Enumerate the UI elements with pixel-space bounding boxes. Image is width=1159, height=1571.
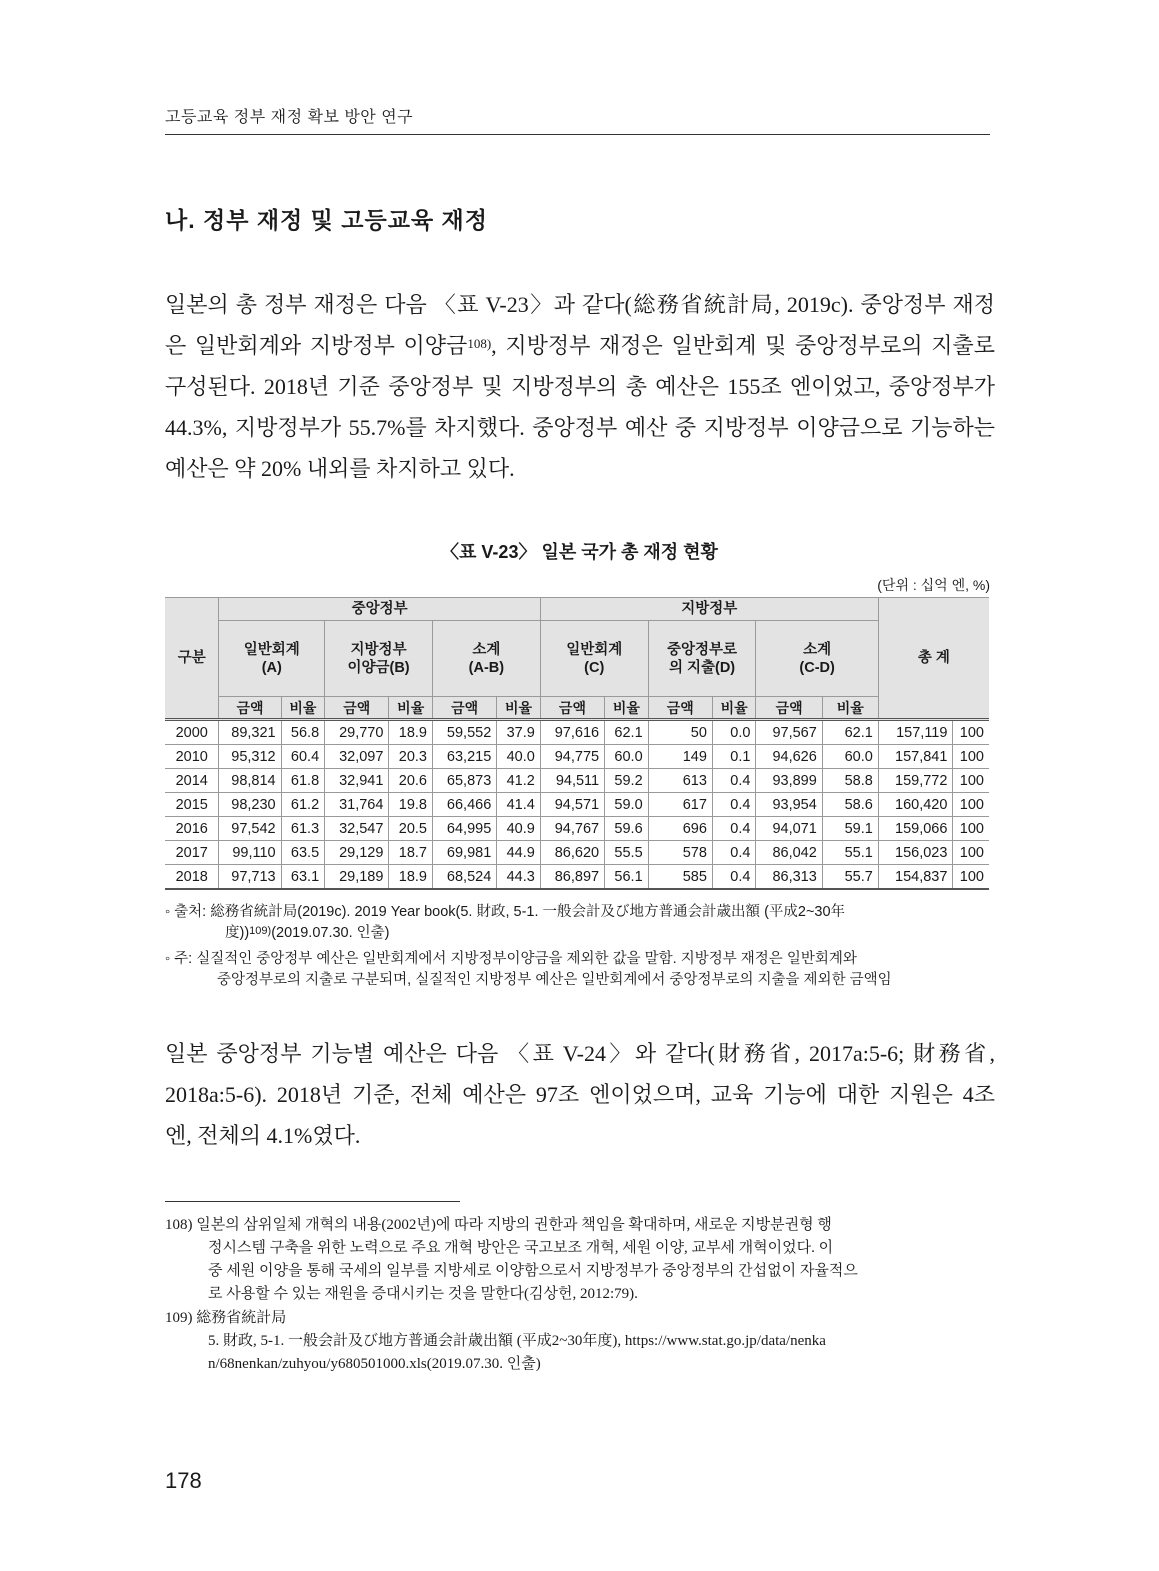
fiscal-table [165, 597, 989, 890]
table-cell: 59.2 [605, 769, 649, 793]
header-central-general-account: 일반회계 (A) [219, 621, 325, 697]
table-cell: 0.4 [712, 841, 756, 865]
table-cell: 156,023 [878, 841, 953, 865]
table-caption: 〈표 V-23〉 일본 국가 총 재정 현황 [441, 542, 718, 562]
footnote-link[interactable]: 5. 財政, 5-1. 一般会計及び地方普通会計歳出額 (平成2~30年度), https://www.stat.go.jp/data/nenka [208, 1333, 826, 1349]
table-body [165, 720, 989, 890]
table-cell: 18.7 [389, 841, 433, 865]
table-cell: 100 [953, 720, 989, 745]
header-central-subtotal: 소계 (A-B) [432, 621, 540, 697]
table-cell: 60.0 [605, 745, 649, 769]
paragraph-line: 엔, 전체의 4.1%였다. [165, 1123, 361, 1148]
header-local-general-account: 일반회계 (C) [540, 621, 648, 697]
table-row [165, 745, 989, 769]
page-number: 178 [165, 1468, 202, 1493]
table-cell: 59.6 [605, 817, 649, 841]
table-unit: (단위 : 십억 엔, %) [877, 577, 990, 593]
footnote-divider [165, 1201, 460, 1202]
footnote-ref-108[interactable]: 108) [467, 336, 492, 351]
paragraph-line: 44.3%, 지방정부가 55.7%를 차지했다. 중앙정부 예산 중 지방정부 이양금으로 기능하는 [165, 415, 995, 440]
table-cell: 61.8 [281, 769, 325, 793]
table-cell: 100 [953, 841, 989, 865]
year-cell: 2017 [165, 841, 219, 865]
table-cell: 98,814 [219, 769, 281, 793]
header-ratio: 비율 [389, 697, 433, 720]
table-cell: 154,837 [878, 865, 953, 890]
table-cell: 63.5 [281, 841, 325, 865]
table-cell: 617 [648, 793, 712, 817]
table-cell: 60.4 [281, 745, 325, 769]
table-cell: 160,420 [878, 793, 953, 817]
table-row [165, 720, 989, 745]
footnote-109: 109) 総務省統計局 5. 財政, 5-1. 一般会計及び地方普通会計歳出額 (平成2~30年度), https://www.stat.go.jp/data/nenka n/68nenkan/zuhyou/y680501000.xls(2019.07.30. 인출) [165, 1307, 995, 1376]
header-local-expenditure: 중앙정부로 의 지출(D) [648, 621, 756, 697]
table-cell: 20.5 [389, 817, 433, 841]
table-cell: 19.8 [389, 793, 433, 817]
table-cell: 20.6 [389, 769, 433, 793]
table-cell: 68,524 [432, 865, 496, 890]
footnote-link[interactable]: n/68nenkan/zuhyou/y680501000.xls(2019.07.30. 인출) [208, 1356, 541, 1372]
table-row [165, 793, 989, 817]
table-cell: 97,567 [756, 720, 822, 745]
header-divider [165, 134, 990, 135]
table-cell: 55.1 [822, 841, 878, 865]
table-cell: 62.1 [605, 720, 649, 745]
table-cell: 61.2 [281, 793, 325, 817]
header-local-government: 지방정부 [540, 598, 878, 621]
table-cell: 18.9 [389, 865, 433, 890]
table-row [165, 841, 989, 865]
table-cell: 86,620 [540, 841, 604, 865]
table-cell: 55.7 [822, 865, 878, 890]
table-cell: 41.2 [497, 769, 541, 793]
table-cell: 44.3 [497, 865, 541, 890]
table-cell: 59,552 [432, 720, 496, 745]
table-cell: 159,772 [878, 769, 953, 793]
table-cell: 149 [648, 745, 712, 769]
table-row [165, 769, 989, 793]
table-cell: 41.4 [497, 793, 541, 817]
table-cell: 578 [648, 841, 712, 865]
paragraph-line: 2018a:5-6). 2018년 기준, 전체 예산은 97조 엔이었으며, 교육 기능에 대한 지원은 4조 [165, 1082, 995, 1107]
table-cell: 86,042 [756, 841, 822, 865]
header-amount: 금액 [219, 697, 281, 720]
table-cell: 97,542 [219, 817, 281, 841]
year-cell: 2010 [165, 745, 219, 769]
table-cell: 61.3 [281, 817, 325, 841]
body-paragraph-1 [165, 284, 995, 489]
table-cell: 86,313 [756, 865, 822, 890]
table-row [165, 865, 989, 890]
table-cell: 95,312 [219, 745, 281, 769]
table-cell: 63,215 [432, 745, 496, 769]
table-cell: 32,097 [325, 745, 389, 769]
table-cell: 40.9 [497, 817, 541, 841]
year-cell: 2014 [165, 769, 219, 793]
header-local-subtotal: 소계 (C-D) [756, 621, 878, 697]
footnote-ref-109[interactable]: 109) [249, 925, 272, 937]
table-cell: 0.4 [712, 817, 756, 841]
table-cell: 696 [648, 817, 712, 841]
header-ratio: 비율 [712, 697, 756, 720]
table-cell: 94,571 [540, 793, 604, 817]
table-cell: 65,873 [432, 769, 496, 793]
table-cell: 44.9 [497, 841, 541, 865]
table-cell: 29,189 [325, 865, 389, 890]
table-cell: 29,129 [325, 841, 389, 865]
header-amount: 금액 [648, 697, 712, 720]
running-header: 고등교육 정부 재정 확보 방안 연구 [165, 109, 414, 126]
table-cell: 62.1 [822, 720, 878, 745]
table-cell: 98,230 [219, 793, 281, 817]
year-cell: 2016 [165, 817, 219, 841]
table-cell: 31,764 [325, 793, 389, 817]
table-cell: 157,119 [878, 720, 953, 745]
table-cell: 100 [953, 769, 989, 793]
header-ratio: 비율 [605, 697, 649, 720]
header-central-government: 중앙정부 [219, 598, 540, 621]
table-cell: 100 [953, 817, 989, 841]
header-amount: 금액 [325, 697, 389, 720]
header-grand-total: 총 계 [878, 598, 989, 720]
table-cell: 86,897 [540, 865, 604, 890]
table-cell: 100 [953, 745, 989, 769]
year-cell: 2015 [165, 793, 219, 817]
table-remark-note: ◦ 주: 실질적인 중앙정부 예산은 일반회계에서 지방정부이양금을 제외한 값을 말함. 지방정부 재정은 일반회계와 중앙정부로의 지출로 구분되며, 실질적인 지방정부 예산은 일반회계에서 중앙정부로의 지출을 제외한 금액임 [165, 951, 892, 988]
table-cell: 89,321 [219, 720, 281, 745]
table-cell: 59.1 [822, 817, 878, 841]
table-cell: 0.4 [712, 769, 756, 793]
year-cell: 2018 [165, 865, 219, 890]
table-cell: 32,547 [325, 817, 389, 841]
table-cell: 94,775 [540, 745, 604, 769]
table-row [165, 817, 989, 841]
paragraph-line: 예산은 약 20% 내외를 차지하고 있다. [165, 456, 515, 481]
table-cell: 60.0 [822, 745, 878, 769]
paragraph-line: 구성된다. 2018년 기준 중앙정부 및 지방정부의 총 예산은 155조 엔이었고, 중앙정부가 [165, 374, 995, 399]
table-cell: 99,110 [219, 841, 281, 865]
paragraph-line: 일본의 총 정부 재정은 다음 〈표 V-23〉과 같다(総務省統計局, 2019c). 중앙정부 재정 [165, 292, 995, 317]
table-cell: 20.3 [389, 745, 433, 769]
table-cell: 56.1 [605, 865, 649, 890]
table-cell: 93,899 [756, 769, 822, 793]
table-cell: 97,713 [219, 865, 281, 890]
header-amount: 금액 [756, 697, 822, 720]
table-cell: 50 [648, 720, 712, 745]
header-ratio: 비율 [497, 697, 541, 720]
table-cell: 0.4 [712, 865, 756, 890]
table-cell: 40.0 [497, 745, 541, 769]
table-cell: 94,767 [540, 817, 604, 841]
table-cell: 94,071 [756, 817, 822, 841]
table-cell: 100 [953, 865, 989, 890]
table-cell: 159,066 [878, 817, 953, 841]
paragraph-line: 은 일반회계와 지방정부 이양금$^{108)}$, 지방정부 재정은 일반회계 및 중앙정부로의 지출로 [165, 333, 996, 358]
table-cell: 64,995 [432, 817, 496, 841]
table-cell: 59.0 [605, 793, 649, 817]
table-cell: 55.5 [605, 841, 649, 865]
table-cell: 18.9 [389, 720, 433, 745]
footnote-108: 108) 일본의 삼위일체 개혁의 내용(2002년)에 따라 지방의 권한과 책임을 확대하며, 새로운 지방분권형 행 정시스템 구축을 위한 노력으로 주요 개혁 방안은 국고보조 개혁, 세원 이양, 교부세 개혁이었다. 이 중 세원 이양을 통해 국세의 일부를 지방세로 이양함으로서 지방정부가 중앙정부의 간섭없이 자율적으 로 사용할 수 있는 재원을 증대시키는 것을 말한다(김상헌, 2012:79). [165, 1217, 858, 1302]
table-cell: 56.8 [281, 720, 325, 745]
table-cell: 0.0 [712, 720, 756, 745]
table-source-note: ◦ 출처: 総務省統計局(2019c). 2019 Year book(5. 財政, 5-1. 一般会計及び地方普通会計歳出額 (平成2~30年 度))$^{109)}$(2019.07.30. 인출) [165, 904, 846, 941]
header-gubun: 구분 [165, 598, 219, 720]
header-ratio: 비율 [822, 697, 878, 720]
table-cell: 63.1 [281, 865, 325, 890]
table-cell: 94,626 [756, 745, 822, 769]
header-amount: 금액 [432, 697, 496, 720]
body-paragraph-2 [165, 1033, 995, 1156]
table-cell: 0.4 [712, 793, 756, 817]
header-central-transfer: 지방정부 이양금(B) [325, 621, 433, 697]
table-cell: 0.1 [712, 745, 756, 769]
table-cell: 100 [953, 793, 989, 817]
table-cell: 94,511 [540, 769, 604, 793]
table-cell: 32,941 [325, 769, 389, 793]
year-cell: 2000 [165, 720, 219, 745]
paragraph-line: 일본 중앙정부 기능별 예산은 다음 〈표 V-24〉와 같다(財務省, 2017a:5-6; 財務省, [165, 1041, 995, 1066]
table-cell: 97,616 [540, 720, 604, 745]
table-cell: 66,466 [432, 793, 496, 817]
table-cell: 585 [648, 865, 712, 890]
table-cell: 93,954 [756, 793, 822, 817]
table-cell: 157,841 [878, 745, 953, 769]
table-cell: 58.6 [822, 793, 878, 817]
table-cell: 58.8 [822, 769, 878, 793]
table-cell: 69,981 [432, 841, 496, 865]
table-cell: 613 [648, 769, 712, 793]
header-amount: 금액 [540, 697, 604, 720]
section-heading: 나. 정부 재정 및 고등교육 재정 [165, 207, 488, 233]
table-cell: 37.9 [497, 720, 541, 745]
header-ratio: 비율 [281, 697, 325, 720]
table-cell: 29,770 [325, 720, 389, 745]
